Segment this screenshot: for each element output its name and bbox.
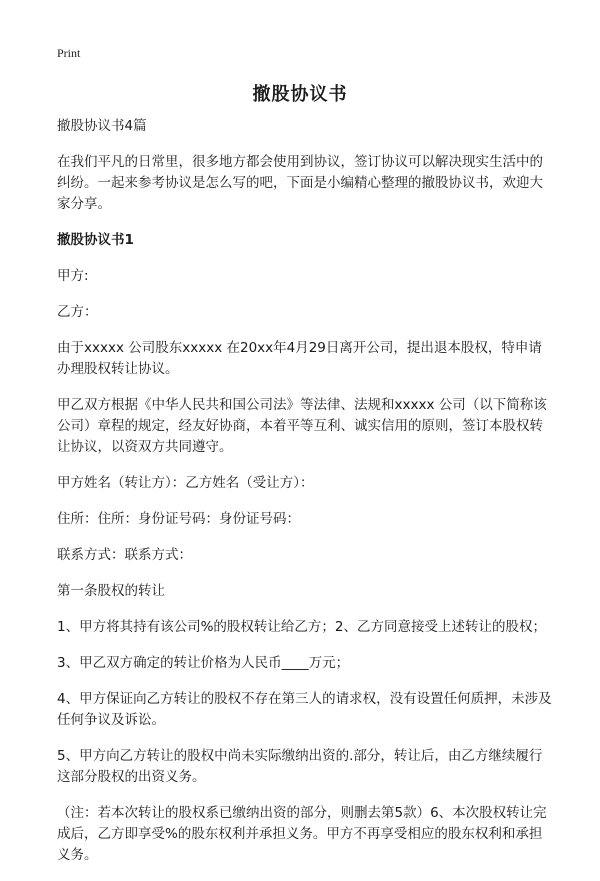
clause-6-note: （注：若本次转让的股权系已缴纳出资的部分，则删去第5款）6、本次股权转让完成后，乙方即享受%的股东权利并承担义务。甲方不再享受相应的股东权利和承担义务。	[57, 805, 547, 863]
clause-5: 5、甲方向乙方转让的股权中尚未实际缴纳出资的.部分，转让后，由乙方继续履行这部分股权的出资义务。	[57, 748, 543, 785]
party-b-label: 乙方：	[57, 304, 98, 320]
contact-line: 联系方式：联系方式：	[57, 547, 192, 563]
document-body	[57, 116, 555, 881]
clause-1-2: 1、甲方将其持有该公司%的股权转让给乙方；2、乙方同意接受上述转让的股权；	[57, 619, 547, 635]
names-line: 甲方姓名（转让方）：乙方姓名（受让方）：	[57, 475, 314, 491]
party-a-label: 甲方:	[57, 268, 89, 284]
document-title: 撤股协议书	[252, 84, 348, 105]
print-link[interactable]: Print	[57, 46, 81, 60]
clause-3: 3、甲乙双方确定的转让价格为人民币____万元；	[57, 655, 350, 671]
address-id-line: 住所：住所：身份证号码：身份证号码：	[57, 511, 300, 527]
section-heading: 撤股协议书1	[57, 232, 134, 248]
document-subtitle: 撤股协议书4篇	[57, 118, 147, 134]
clause-4: 4、甲方保证向乙方转让的股权不存在第三人的请求权，没有设置任何质押，未涉及任何争议及诉讼。	[57, 691, 552, 728]
reason-paragraph: 由于xxxxx 公司股东xxxxx 在20xx年4月29日离开公司，提出退本股权，特申请办理股权转让协议。	[57, 340, 542, 377]
basis-paragraph: 甲乙双方根据《中华人民共和国公司法》等法律、法规和xxxxx 公司（以下简称该公司）章程的规定，经友好协商，本着平等互利、诚实信用的原则，签订本股权转让协议，以资双方共同遵守。	[57, 397, 547, 455]
intro-paragraph: 在我们平凡的日常里，很多地方都会使用到协议，签订协议可以解决现实生活中的纠纷。一起来参考协议是怎么写的吧，下面是小编精心整理的撤股协议书，欢迎大家分享。	[57, 154, 543, 212]
article-heading: 第一条股权的转让	[57, 583, 165, 599]
